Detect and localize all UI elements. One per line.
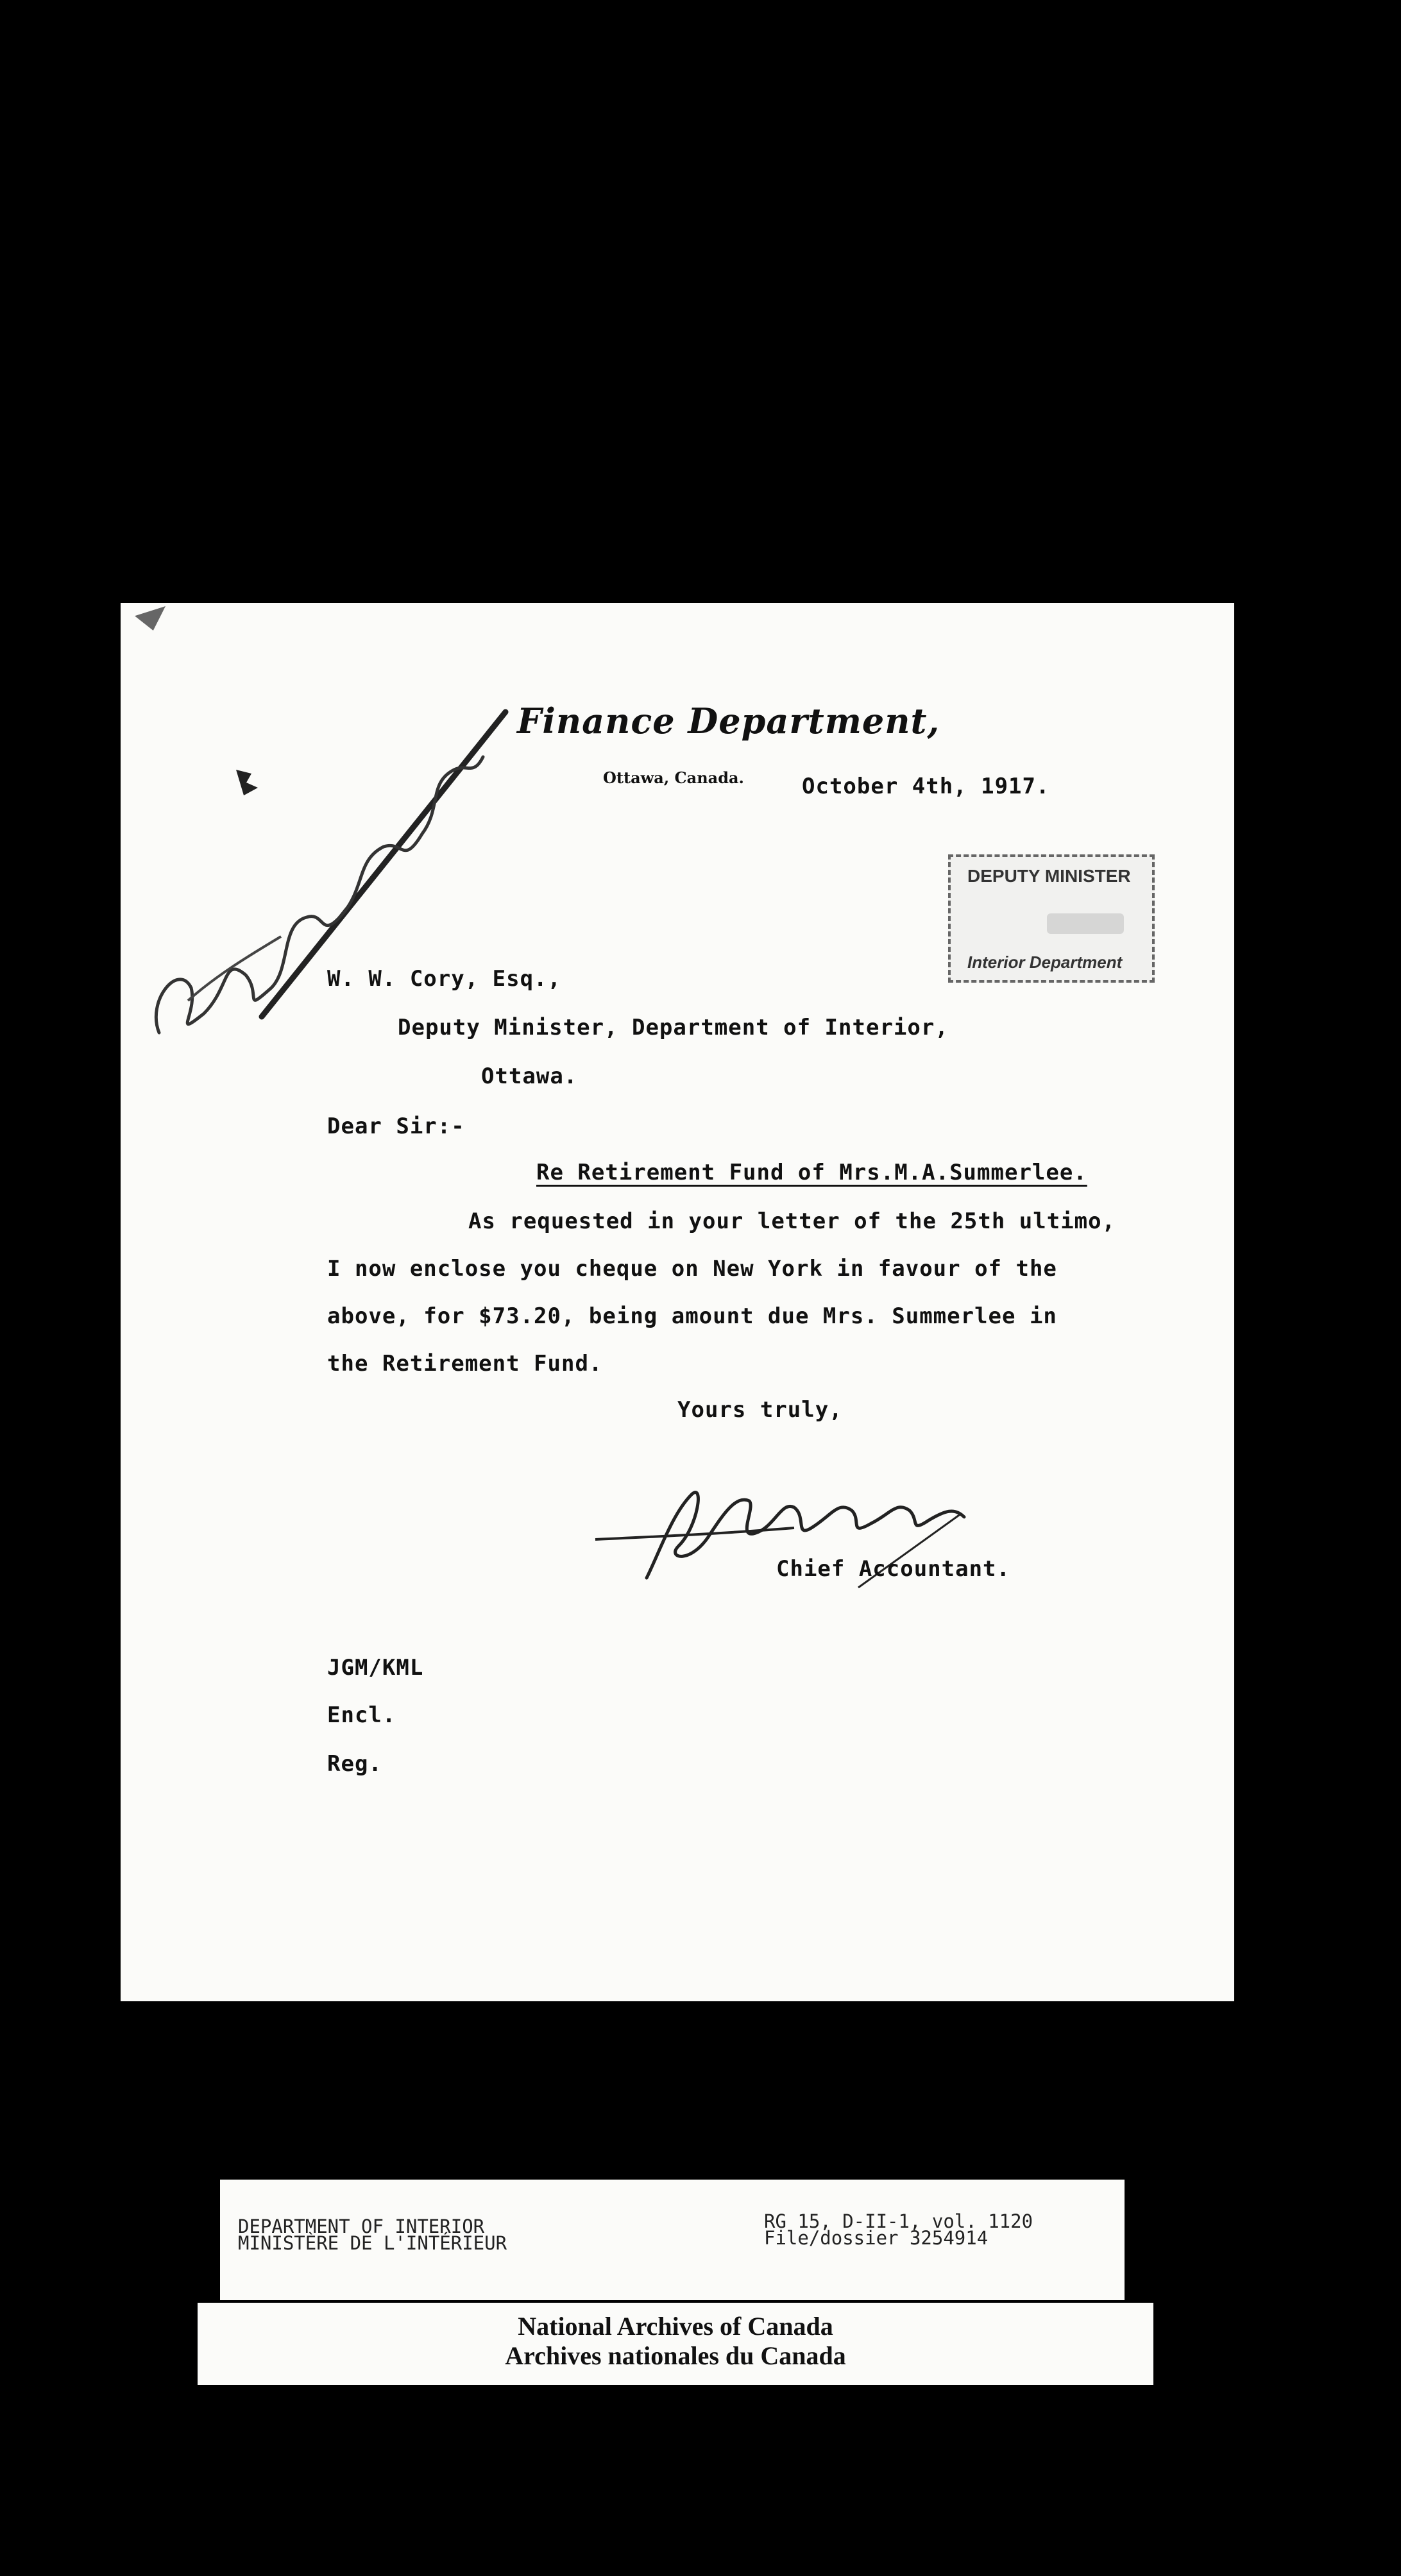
archive-dept-fr: MINISTÈRE DE L'INTÉRIEUR: [238, 2232, 507, 2254]
annotation-enclosure: Encl.: [327, 1702, 396, 1728]
archive-banner-en: National Archives of Canada: [518, 2312, 833, 2341]
signer-title: Chief Accountant.: [776, 1556, 1010, 1582]
stamp-date-smudge: [1047, 913, 1124, 934]
body-line-2: I now enclose you cheque on New York in favour of the: [327, 1256, 1057, 1282]
body-line-3: above, for $73.20, being amount due Mrs. Summerlee in: [327, 1303, 1057, 1329]
archive-banner: [198, 2303, 1153, 2385]
archive-reference-label: [220, 2180, 1125, 2300]
stamp-line-2: Interior Department: [967, 953, 1123, 972]
archive-file: File/dossier 3254914: [764, 2227, 989, 2249]
archive-banner-fr: Archives nationales du Canada: [505, 2341, 846, 2370]
salutation: Dear Sir:-: [327, 1114, 465, 1139]
recipient-city: Ottawa.: [481, 1063, 578, 1089]
recipient-name: W. W. Cory, Esq.,: [327, 966, 561, 992]
letter-date: October 4th, 1917.: [802, 774, 1050, 799]
archive-dept-en: DEPARTMENT OF INTERIOR: [238, 2216, 485, 2237]
archive-ref: RG 15, D-II-1, vol. 1120: [764, 2210, 1033, 2232]
received-stamp: [948, 854, 1155, 983]
body-line-4: the Retirement Fund.: [327, 1351, 603, 1377]
letter-page: [121, 603, 1234, 2001]
annotation-registered: Reg.: [327, 1751, 382, 1777]
subject-line: Re Retirement Fund of Mrs.M.A.Summerlee.: [536, 1160, 1087, 1185]
letterhead-place: Ottawa, Canada.: [603, 768, 744, 787]
stamp-line-1: DEPUTY MINISTER: [967, 866, 1131, 886]
recipient-title: Deputy Minister, Department of Interior,: [398, 1015, 949, 1040]
letterhead-department: Finance Department,: [517, 700, 940, 741]
annotation-initials: JGM/KML: [327, 1655, 424, 1681]
body-line-1: As requested in your letter of the 25th ultimo,: [468, 1208, 1116, 1234]
closing: Yours truly,: [677, 1397, 843, 1423]
